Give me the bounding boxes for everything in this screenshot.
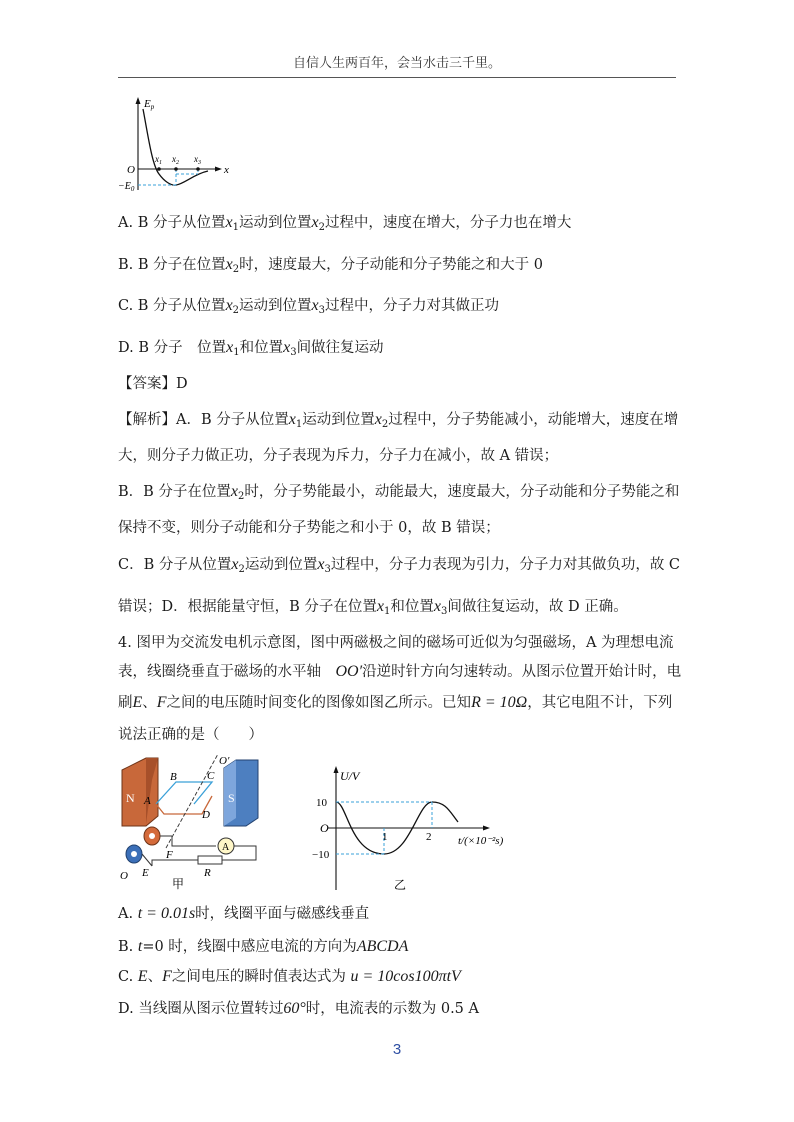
q4-option-b: B. t=0 时，线圈中感应电流的方向为ABCDA	[118, 938, 409, 955]
ammeter-symbol: A	[222, 842, 230, 853]
q3-answer: 【答案】D	[118, 376, 188, 392]
q3-analysis-line-5: C．B 分子从位置$x_2$运动到位置$x_3$过程中，分子力表现为引力，分子力对其做负功，故 C	[118, 556, 681, 575]
q3-analysis-line-2: 大，则分子力做正功，分子表现为斥力，分子力在减小，故 A 错误；	[118, 448, 559, 464]
ep-tick-x2-sub: 2	[176, 160, 179, 166]
figure-voltage-time	[300, 762, 525, 892]
ep-min-label-sub: 0	[130, 185, 135, 193]
ep-tick-x1-sub: 1	[159, 160, 162, 166]
figure-potential-energy	[118, 95, 238, 195]
ut-xtick-1: 1	[382, 831, 388, 843]
q4-stem-line-4: 说法正确的是（ ）	[118, 727, 263, 743]
svg-text:Ep	[143, 98, 155, 111]
q3-analysis-line-3: B．B 分子在位置$x_2$时，分子势能最小，动能最大，速度最大，分子动能和分子势能之和	[118, 483, 680, 502]
svg-text:x2	[171, 154, 179, 166]
svg-text:x1	[154, 154, 162, 166]
axis-label-o-prime: O′	[219, 755, 230, 767]
coil-label-c: C	[207, 770, 215, 782]
q3-option-a: A. B 分子从位置$x_1$运动到位置$x_2$过程中，速度在增大，分子力也在增大	[118, 214, 572, 233]
ep-origin: O	[127, 164, 135, 176]
q4-stem-line-2: 表，线圈绕垂直于磁场的水平轴 OO′沿逆时针方向匀速转动。从图示位置开始计时，电	[118, 663, 682, 680]
pole-s: S	[228, 791, 235, 805]
q4-stem-line-3: 刷E、F之间的电压随时间变化的图像如图乙所示。已知R = 10Ω，其它电阻不计，下列	[118, 694, 673, 711]
brush-label-e: E	[142, 867, 149, 879]
svg-text:x3	[193, 154, 201, 166]
ep-ylabel: E	[144, 98, 151, 110]
ep-tick-x3-sub: 3	[198, 160, 201, 166]
coil-label-b: B	[170, 771, 177, 783]
caption-jia: 甲	[172, 877, 185, 891]
q4-stem-line-1: 4. 图甲为交流发电机示意图，图中两磁极之间的磁场可近似为匀强磁场，A 为理想电流	[118, 635, 674, 651]
ep-xlabel: x	[224, 164, 229, 176]
ep-tick-x3: x	[194, 154, 198, 164]
coil-label-d: D	[202, 809, 210, 821]
ut-ylabel: U/V	[340, 769, 360, 783]
page-number: 3	[392, 1041, 402, 1058]
ut-ytick-10: 10	[316, 797, 327, 809]
pole-n: N	[126, 791, 135, 805]
svg-text:−E0	[118, 181, 135, 193]
q4-option-d: D. 当线圈从图示位置转过60°时，电流表的示数为 0.5 A	[118, 1000, 479, 1017]
ep-tick-x1: x	[155, 154, 159, 164]
page-header: 自信人生两百年，会当水击三千里。	[118, 52, 676, 78]
ut-origin: O	[320, 821, 329, 835]
ep-tick-x2: x	[172, 154, 176, 164]
q3-analysis-line-6: 错误；D．根据能量守恒，B 分子在位置$x_1$和位置$x_3$间做往复运动，故 D 正确。	[118, 598, 628, 617]
axis-label-o: O	[120, 870, 128, 882]
q3-analysis-line-4: 保持不变，则分子动能和分子势能之和小于 0，故 B 错误；	[118, 520, 500, 536]
q3-option-b: B. B 分子在位置$x_2$时，速度最大，分子动能和分子势能之和大于 0	[118, 256, 543, 275]
ep-min-label: −E	[118, 181, 131, 192]
q3-option-c: C. B 分子从位置$x_2$运动到位置$x_3$过程中，分子力对其做正功	[118, 297, 500, 316]
brush-label-f: F	[166, 849, 173, 861]
q3-option-d: D. B 分子 位置$x_1$和位置$x_3$间做往复运动	[118, 339, 384, 358]
resistor-label-r: R	[204, 867, 211, 879]
ut-xlabel: t/(×10⁻²s)	[458, 835, 504, 847]
q4-option-a: A. t = 0.01s时，线圈平面与磁感线垂直	[118, 905, 370, 922]
caption-yi: 乙	[394, 878, 407, 892]
ep-ylabel-sub: p	[150, 103, 155, 111]
ut-ytick-minus10: −10	[312, 849, 330, 861]
q4-option-c: C. E、F之间电压的瞬时值表达式为 u = 10cos100πtV	[118, 968, 461, 985]
figure-generator	[116, 752, 276, 892]
ut-xtick-2: 2	[426, 831, 432, 843]
coil-label-a: A	[144, 795, 151, 807]
q3-analysis-line-1: 【解析】A．B 分子从位置$x_1$运动到位置$x_2$过程中，分子势能减小，动能增大，速度在增	[118, 411, 679, 430]
